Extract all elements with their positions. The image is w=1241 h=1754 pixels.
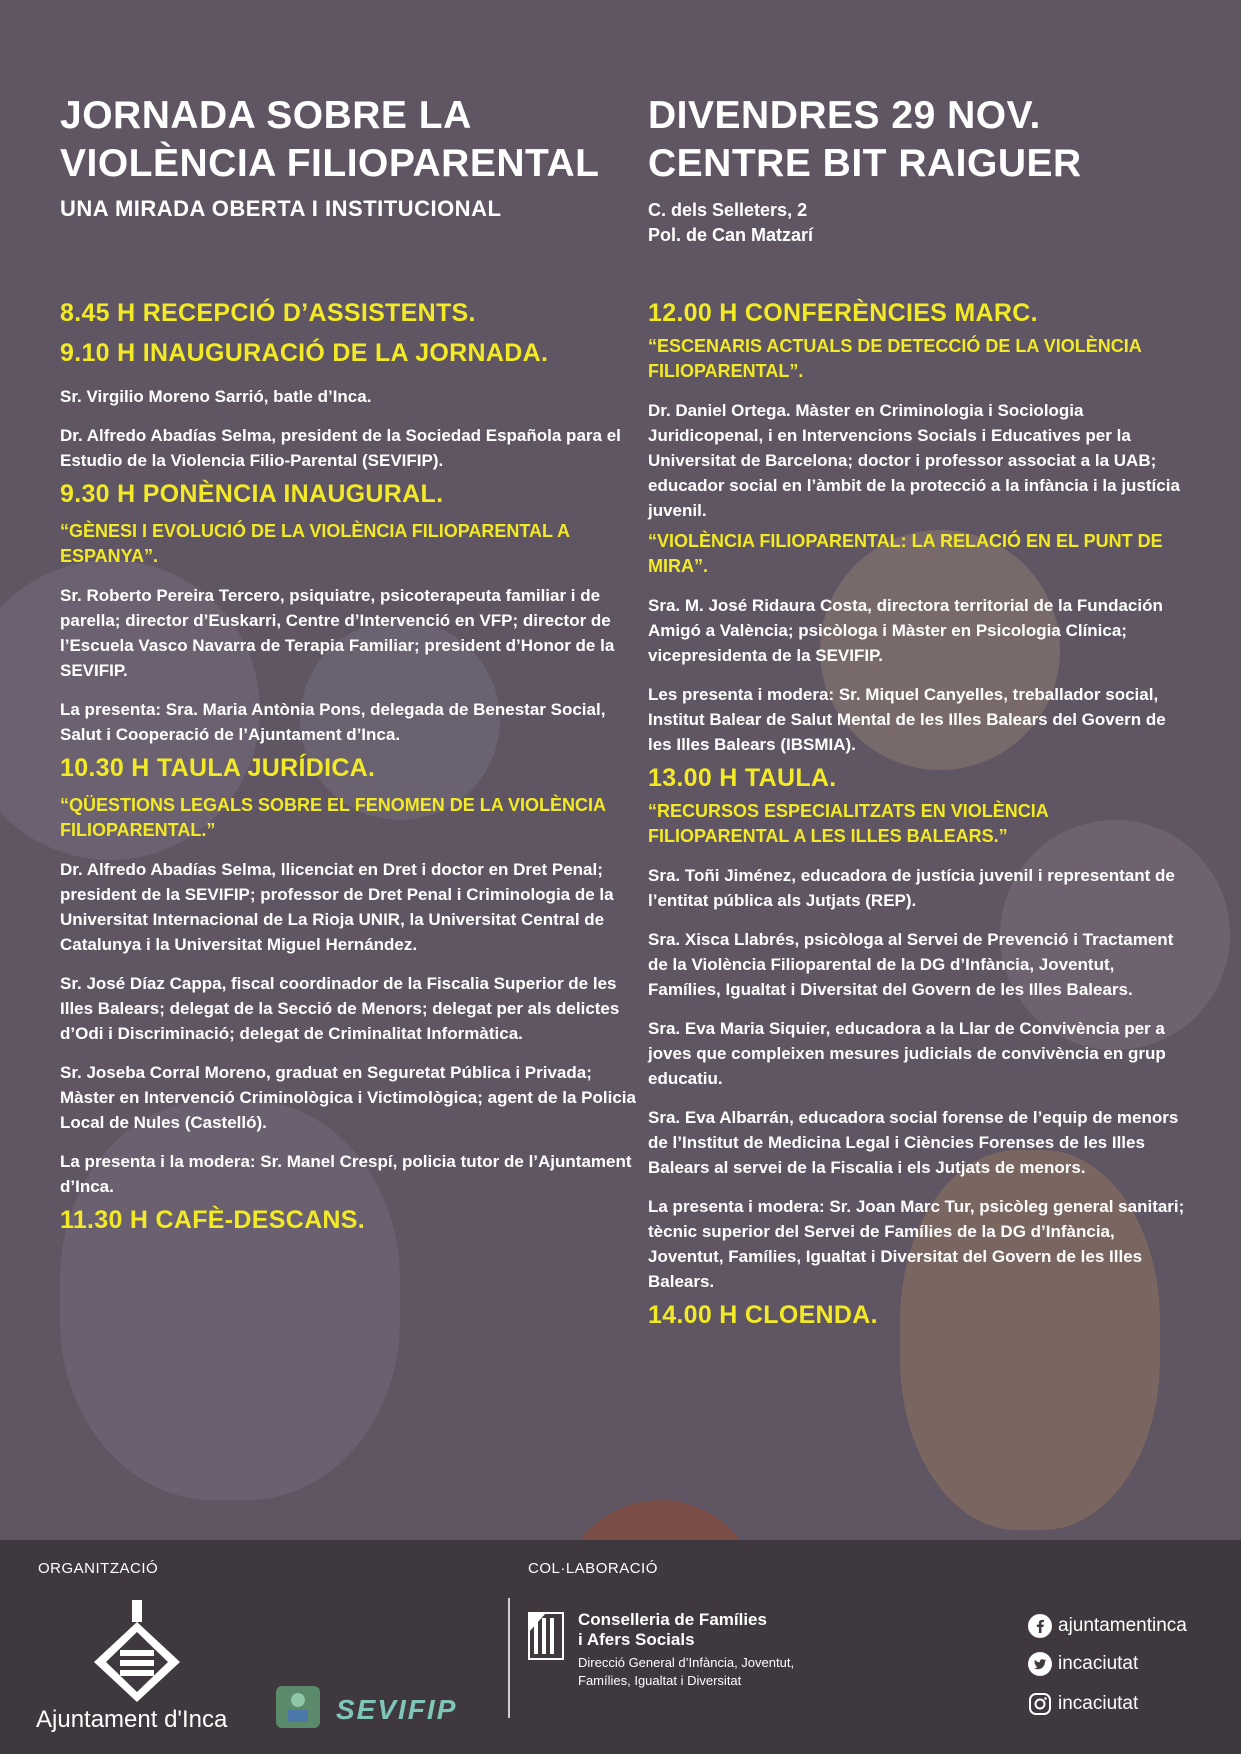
schedule-item-title: 13.00 H TAULA. — [648, 764, 837, 792]
schedule-item-title: 14.00 H CLOENDA. — [648, 1301, 878, 1329]
event-title-line2: VIOLÈNCIA FILIOPARENTAL — [60, 142, 600, 185]
sevifip-logo-text: SEVIFIP — [336, 1694, 458, 1725]
speaker-paragraph: Dr. Alfredo Abadías Selma, president de la Sociedad Española para el Estudio de la Violencia Filio-Parental (SEVIFIP). — [60, 426, 621, 470]
direccio-general-line2: Famílies, Igualtat i Diversitat — [578, 1673, 742, 1688]
event-subtitle: UNA MIRADA OBERTA I INSTITUCIONAL — [60, 196, 502, 221]
speaker-paragraph: Sr. José Díaz Cappa, fiscal coordinador de la Fiscalia Superior de les Illes Balears; delegat de la Secció de Menors; delegat per als delictes d’Odi i Discriminació; delegat de Criminalitat Informàtica. — [60, 974, 620, 1043]
session-topic: “QÜESTIONS LEGALS SOBRE EL FENOMEN DE LA VIOLÈNCIA FILIOPARENTAL.” — [60, 795, 606, 840]
session-topic: “GÈNESI I EVOLUCIÓ DE LA VIOLÈNCIA FILIOPARENTAL A ESPANYA”. — [60, 521, 570, 566]
speaker-paragraph: Dr. Daniel Ortega. Màster en Criminologia i Sociologia Juridicopenal, i en Intervencions Socials i Educatives per la Universitat de Barcelona; doctor i professor associat a la UAB; educador social en l’àmbit de la protecció a la infància i la justícia juvenil. — [648, 401, 1180, 520]
moderator-paragraph: La presenta: Sra. Maria Antònia Pons, delegada de Benestar Social, Salut i Cooperació de l’Ajuntament d’Inca. — [60, 700, 606, 744]
organization-label: ORGANITZACIÓ — [38, 1560, 159, 1577]
venue-address-line1: C. dels Selleters, 2 — [648, 200, 808, 220]
venue-address-line2: Pol. de Can Matzarí — [648, 225, 814, 245]
schedule-item-title: 8.45 H RECEPCIÓ D’ASSISTENTS. — [60, 299, 476, 327]
direccio-general-line1: Direcció General d’Infància, Joventut, — [578, 1655, 795, 1670]
speaker-paragraph: Sra. Eva Maria Siquier, educadora a la Llar de Convivència per a joves que compleixen mesures judicials de convivència en grup educatiu. — [648, 1019, 1166, 1088]
govern-balear-logo — [528, 1612, 564, 1660]
moderator-paragraph: Les presenta i modera: Sr. Miquel Canyelles, treballador social, Institut Balear de Salut Mental de les Illes Balears del Govern de les Illes Balears (IBSMIA). — [648, 685, 1166, 754]
conselleria-block — [578, 1610, 878, 1690]
instagram-icon — [1028, 1692, 1052, 1716]
moderator-paragraph: La presenta i la modera: Sr. Manel Crespí, policia tutor de l’Ajuntament d’Inca. — [60, 1152, 632, 1196]
session-topic: “ESCENARIS ACTUALS DE DETECCIÓ DE LA VIOLÈNCIA FILIOPARENTAL”. — [648, 336, 1142, 381]
event-date-block — [648, 92, 1208, 248]
conselleria-name-line2: i Afers Socials — [578, 1630, 695, 1649]
speaker-paragraph: Sra. Xisca Llabrés, psicòloga al Servei de Prevenció i Tractament de la Violència Filioparental de la DG d’Infància, Joventut, Famílies, Igualtat i Diversitat del Govern de les Illes Balears. — [648, 930, 1174, 999]
facebook-handle-text: ajuntamentinca — [1058, 1615, 1187, 1636]
event-title-block — [60, 92, 620, 222]
speaker-paragraph: Sra. Eva Albarrán, educadora social forense de l’equip de menors de l’Institut de Medicina Legal i Ciències Forenses de les Illes Balears al servei de la Fiscalia i els Jutjats de menors. — [648, 1108, 1179, 1177]
ajuntament-inca-logo-text: Ajuntament d'Inca — [36, 1706, 228, 1733]
moderator-paragraph: La presenta i modera: Sr. Joan Marc Tur, psicòleg general sanitari; tècnic superior del Servei de Famílies de la DG d’Infància, Joventut, Famílies, Igualtat i Diversitat del Govern de les Illes Balears. — [648, 1197, 1185, 1291]
session-topic: “RECURSOS ESPECIALITZATS EN VIOLÈNCIA FILIOPARENTAL A LES ILLES BALEARS.” — [648, 801, 1049, 846]
schedule-item-title: 12.00 H CONFERÈNCIES MARC. — [648, 299, 1038, 327]
session-topic: “VIOLÈNCIA FILIOPARENTAL: LA RELACIÓ EN EL PUNT DE MIRA”. — [648, 531, 1163, 576]
event-date: DIVENDRES 29 NOV. — [648, 94, 1041, 137]
speaker-paragraph: Sr. Roberto Pereira Tercero, psiquiatre, psicoterapeuta familiar i de parella; director d’Euskarri, Centre d’Intervenció en VFP; director de l’Escuela Vasco Navarra de Terapia Familiar; president d’Honor de la SEVIFIP. — [60, 586, 615, 680]
speaker-paragraph: Sr. Joseba Corral Moreno, graduat en Seguretat Pública i Privada; Màster en Intervenció Criminològica i Victimològica; agent de la Policia Local de Nules (Castelló). — [60, 1063, 636, 1132]
event-venue: CENTRE BIT RAIGUER — [648, 142, 1082, 185]
schedule-left-column — [60, 298, 640, 1245]
schedule-item-title: 11.30 H CAFÈ-DESCANS. — [60, 1206, 365, 1234]
schedule-item-title: 10.30 H TAULA JURÍDICA. — [60, 754, 376, 782]
speaker-paragraph: Sra. Toñi Jiménez, educadora de justícia juvenil i representant de l’entitat pública als Jutjats (REP). — [648, 866, 1175, 910]
speaker-paragraph: Sra. M. José Ridaura Costa, directora territorial de la Fundación Amigó a València; psicòloga i Màster en Psicologia Clínica; vicepresidenta de la SEVIFIP. — [648, 596, 1163, 665]
facebook-handle[interactable] — [1028, 1614, 1228, 1638]
twitter-handle-text: incaciutat — [1058, 1653, 1139, 1674]
conselleria-name-line1: Conselleria de Famílies — [578, 1610, 767, 1629]
facebook-icon — [1028, 1614, 1052, 1638]
collaboration-label: COL·LABORACIÓ — [528, 1560, 658, 1577]
instagram-handle[interactable] — [1028, 1692, 1228, 1716]
schedule-item-title: 9.10 H INAUGURACIÓ DE LA JORNADA. — [60, 339, 549, 367]
schedule-right-column — [648, 298, 1188, 1340]
speaker-paragraph: Sr. Virgilio Moreno Sarrió, batle d’Inca. — [60, 387, 372, 406]
event-title-line1: JORNADA SOBRE LA — [60, 94, 472, 137]
speaker-paragraph: Dr. Alfredo Abadías Selma, llicenciat en Dret i doctor en Dret Penal; president de la SEVIFIP; professor de Dret Penal i Criminologia de la Universitat Internacional de La Rioja UNIR, la Universitat Central de Catalunya i la Universitat Miguel Hernández. — [60, 860, 614, 954]
twitter-handle[interactable] — [1028, 1652, 1228, 1676]
schedule-item-title: 9.30 H PONÈNCIA INAUGURAL. — [60, 480, 444, 508]
twitter-icon — [1028, 1652, 1052, 1676]
inca-crest-logo — [92, 1600, 182, 1710]
footer-divider — [508, 1598, 510, 1718]
instagram-handle-text: incaciutat — [1058, 1693, 1139, 1714]
